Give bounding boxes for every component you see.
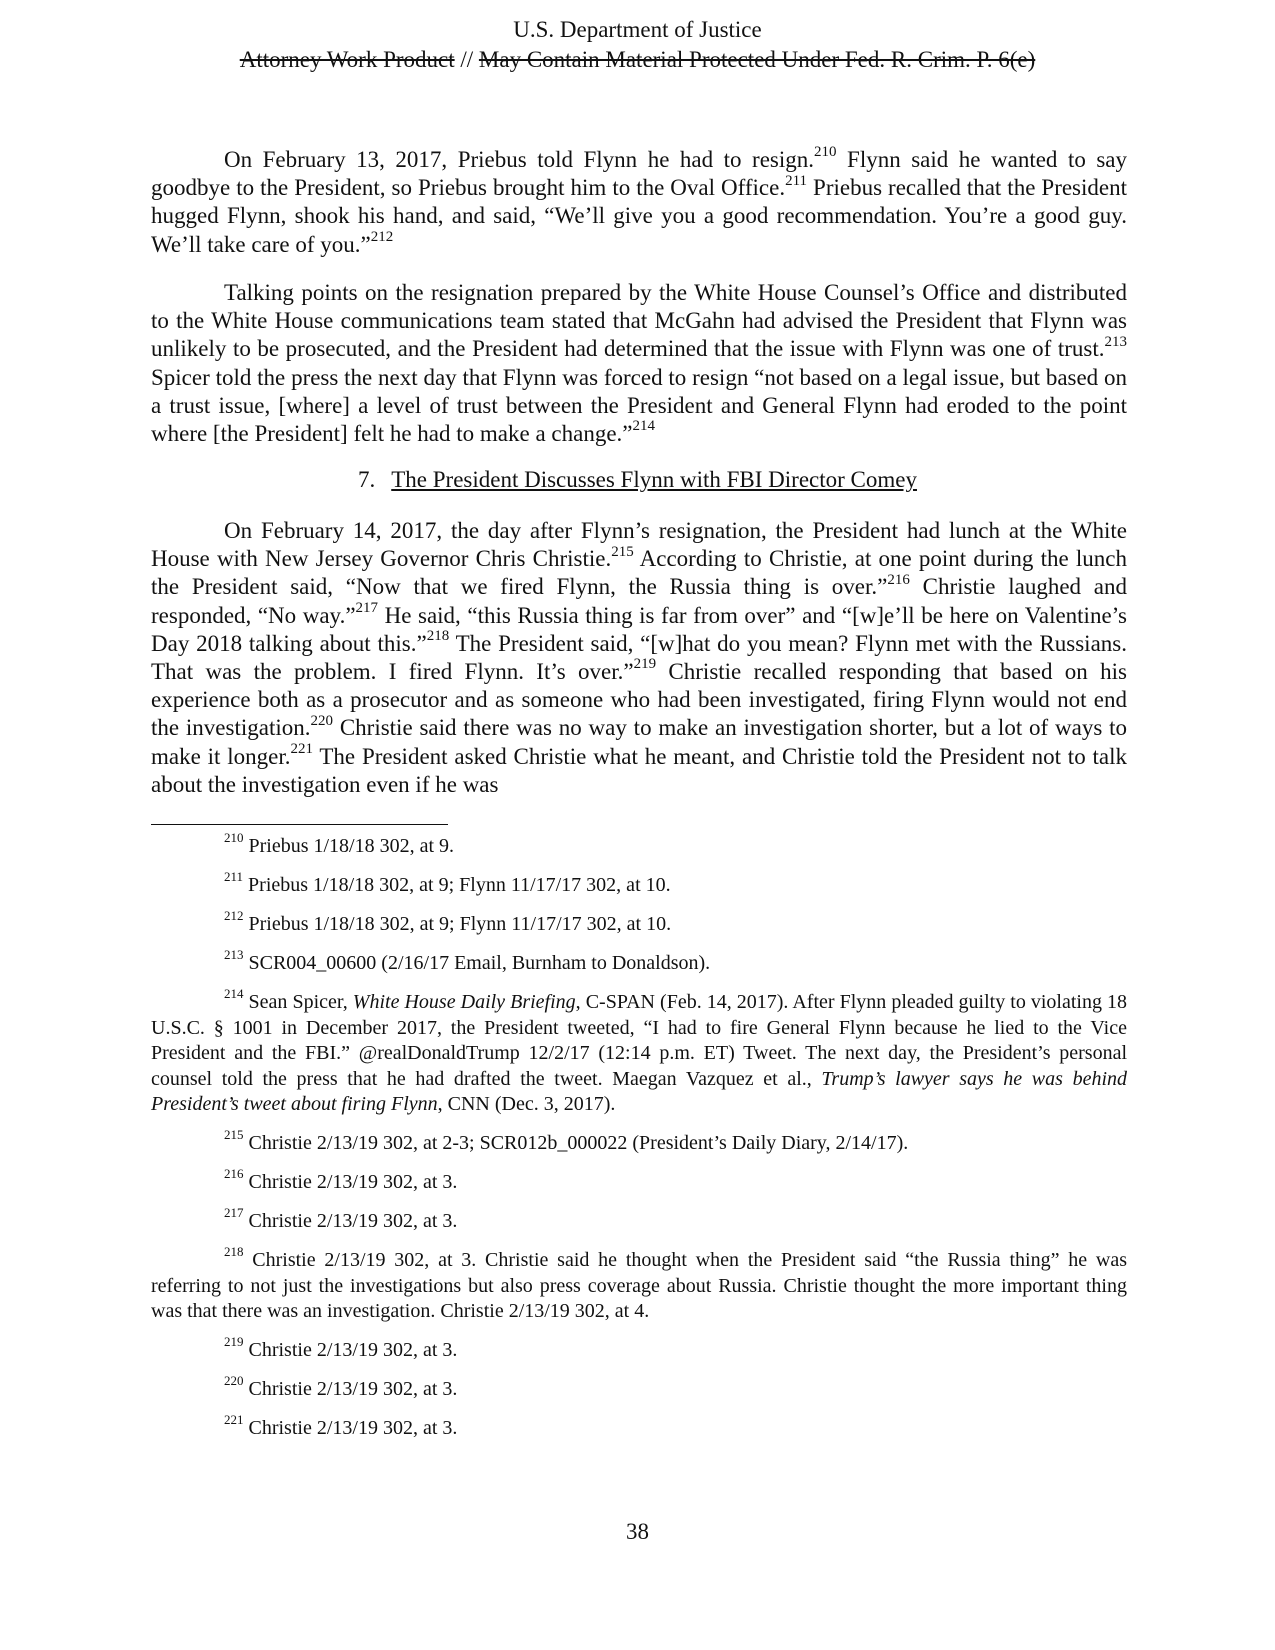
footnote-ref-210[interactable]: 210 <box>814 144 837 161</box>
section-number: 7. <box>357 467 376 492</box>
footnote-ref-214[interactable]: 214 <box>632 418 656 435</box>
page-header <box>0 15 1275 75</box>
footnote-215: $^{215}$ Christie 2/13/19 302, at 2-3; SCR012b_000022 (President’s Daily Diary, 2/14/17). <box>224 1127 909 1154</box>
footnote-220: $^{220}$ Christie 2/13/19 302, at 3. <box>224 1373 458 1400</box>
footnote-divider <box>151 824 448 825</box>
footnote-ref-219[interactable]: 219 <box>633 656 657 673</box>
footnote-ref-218[interactable]: 218 <box>426 628 450 645</box>
page-number: 38 <box>626 1519 649 1544</box>
footnote-ref-220[interactable]: 220 <box>310 712 333 729</box>
footnote-210: $^{210}$ Priebus 1/18/18 302, at 9. <box>224 830 455 857</box>
footnote-217: $^{217}$ Christie 2/13/19 302, at 3. <box>224 1205 458 1232</box>
marking-work-product: Attorney Work Product <box>239 47 455 72</box>
header-marking <box>0 45 1275 75</box>
header-agency: U.S. Department of Justice <box>513 17 762 42</box>
footnote-ref-221[interactable]: 221 <box>290 740 313 757</box>
footnote-ref-213[interactable]: 213 <box>1104 333 1127 350</box>
footnote-221: $^{221}$ Christie 2/13/19 302, at 3. <box>224 1412 458 1439</box>
footnote-ref-215[interactable]: 215 <box>611 543 634 560</box>
footnote-ref-211[interactable]: 211 <box>785 172 808 189</box>
paragraph-1: On February 13, 2017, Priebus told Flynn he had to resign.$^{210}$ Flynn said he wanted to say goodbye to the President, so Priebus brought him to the Oval Office.$^{211}$ Priebus recalled that the President hugged Flynn, shook his hand, and said, “We’ll give you a good recommendation. You’re a good guy. We’ll take care of you.”$^{212}$ <box>151 144 1128 257</box>
section-title: The President Discusses Flynn with FBI Director Comey <box>391 467 917 492</box>
footnote-211: $^{211}$ Priebus 1/18/18 302, at 9; Flynn 11/17/17 302, at 10. <box>224 869 671 896</box>
footnote-212: $^{212}$ Priebus 1/18/18 302, at 9; Flynn 11/17/17 302, at 10. <box>224 908 672 935</box>
footnote-ref-217[interactable]: 217 <box>355 599 379 616</box>
paragraph-3: On February 14, 2017, the day after Flynn’s resignation, the President had lunch at the White House with New Jersey Governor Chris Christie.$^{215}$ According to Christie, at one point during the lunch the President said, “Now that we fired Flynn, the Russia thing is over.”$^{216}$ Christie laughed and responded, “No way.”$^{217}$ He said, “this Russia thing is far from over” and “[w]e’ll be here on Valentine’s Day 2018 talking about this.”$^{218}$ The President said, “[w]hat do you mean? Flynn met with the Russians. That was the problem. I fired Flynn. It’s over.”$^{219}$ Christie recalled responding that based on his experience both as a prosecutor and as someone who had been investigated, firing Flynn would not end the investigation.$^{220}$ Christie said there was no way to make an investigation shorter, but a lot of ways to make it longer.$^{221}$ The President asked Christie what he meant, and Christie told the President not to talk about the investigation even if he was <box>151 518 1127 797</box>
footnote-ref-216[interactable]: 216 <box>887 571 910 588</box>
footnote-218: $^{218}$ Christie 2/13/19 302, at 3. Christie said he thought when the President said “the Russia thing” he was referring to not just the investigations but also press coverage about Russia. Christie thought the more important thing was that there was an investigation. Christie 2/13/19 302, at 4. <box>151 1244 1127 1322</box>
marking-grand-jury: May Contain Material Protected Under Fed. R. Crim. P. 6(e) <box>478 47 1036 72</box>
marking-separator: // <box>454 47 479 72</box>
footnote-ref-212[interactable]: 212 <box>370 228 394 245</box>
footnote-216: $^{216}$ Christie 2/13/19 302, at 3. <box>224 1166 458 1193</box>
footnote-214: $^{214}$ Sean Spicer, White House Daily Briefing, C-SPAN (Feb. 14, 2017). After Flynn pleaded guilty to violating 18 U.S.C. § 1001 in December 2017, the President tweeted, “I had to fire General Flynn because he lied to the Vice President and the FBI.” @realDonaldTrump 12/2/17 (12:14 p.m. ET) Tweet. The next day, the President’s personal counsel told the press that he had drafted the tweet. Maegan Vazquez et al., Trump’s lawyer says he was behind President’s tweet about firing Flynn, CNN (Dec. 3, 2017). <box>151 986 1127 1115</box>
section-heading <box>0 466 1275 494</box>
paragraph-2: Talking points on the resignation prepared by the White House Counsel’s Office and distributed to the White House communications team stated that McGahn had advised the President that Flynn was unlikely to be prosecuted, and the President had determined that the issue with Flynn was one of trust.$^{213}$ Spicer told the press the next day that Flynn was forced to resign “not based on a legal issue, but based on a trust issue, [where] a level of trust between the President and General Flynn had eroded to the point where [the President] felt he had to make a change.”$^{214}$ <box>151 280 1127 447</box>
footnotes <box>151 830 1127 1455</box>
footnote-213: $^{213}$ SCR004_00600 (2/16/17 Email, Burnham to Donaldson). <box>224 947 711 974</box>
footnote-219: $^{219}$ Christie 2/13/19 302, at 3. <box>224 1334 458 1361</box>
